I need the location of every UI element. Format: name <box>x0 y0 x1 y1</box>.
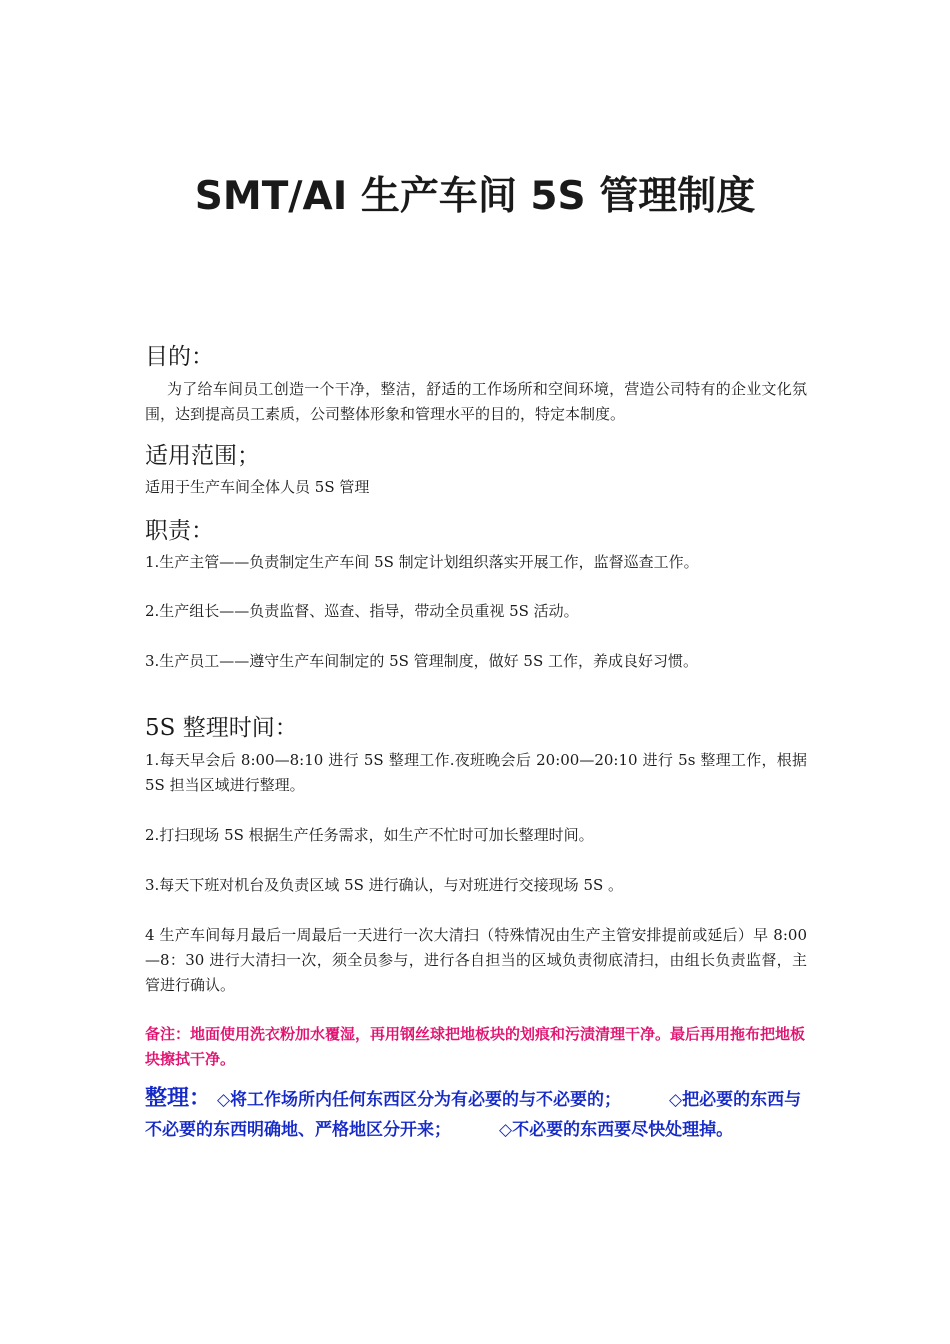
duty-item-1: 1.生产主管——负责制定生产车间 5S 制定计划组织落实开展工作，监督巡查工作。 <box>145 553 699 571</box>
scope-heading: 适用范围； <box>145 443 260 469</box>
schedule-item-1: 1.每天早会后 8:00—8:10 进行 5S 整理工作.夜班晚会后 20:00—20:10 进行 5s 整理工作，根据 5S 担当区域进行整理。 <box>145 751 807 794</box>
duties-heading: 职责： <box>145 518 214 544</box>
zhengli-point-3: ◇不必要的东西要尽快处理掉。 <box>499 1120 734 1140</box>
scope-text: 适用于生产车间全体人员 5S 管理 <box>145 478 370 496</box>
schedule-item-3: 3.每天下班对机台及负责区域 5S 进行确认，与对班进行交接现场 5S 。 <box>145 876 624 894</box>
purpose-text: 为了给车间员工创造一个干净，整洁，舒适的工作场所和空间环境，营造公司特有的企业文化氛围，达到提高员工素质，公司整体形象和管理水平的目的，特定本制度。 <box>145 380 807 423</box>
duty-item-3: 3.生产员工——遵守生产车间制定的 5S 管理制度，做好 5S 工作，养成良好习惯。 <box>145 652 699 670</box>
schedule-item-2: 2.打扫现场 5S 根据生产任务需求，如生产不忙时可加长整理时间。 <box>145 826 594 844</box>
zhengli-label: 整理： <box>145 1085 212 1111</box>
schedule-item-4: 4 生产车间每月最后一周最后一天进行一次大清扫（特殊情况由生产主管安排提前或延后）早 8:00—8：30 进行大清扫一次，须全员参与，进行各自担当的区域负责彻底清扫，由组长负责监督，主管进行确认。 <box>145 926 807 994</box>
zhengli-point-1: ◇将工作场所内任何东西区分为有必要的与不必要的； <box>216 1090 622 1110</box>
note-text: 备注：地面使用洗衣粉加水覆湿，再用钢丝球把地板块的划痕和污渍清理干净。最后再用拖布把地板块擦拭干净。 <box>145 1025 806 1068</box>
duty-item-2: 2.生产组长——负责监督、巡查、指导，带动全员重视 5S 活动。 <box>145 602 579 620</box>
zhengli-point-2: ◇把必要的东西与不必要的东西明确地、严格地区分开来； <box>145 1090 802 1140</box>
document-title: SMT/AI 生产车间 5S 管理制度 <box>194 174 756 219</box>
purpose-heading: 目的： <box>145 344 214 370</box>
zhengli-block <box>145 1083 807 1145</box>
schedule-heading: 5S 整理时间： <box>145 715 298 741</box>
